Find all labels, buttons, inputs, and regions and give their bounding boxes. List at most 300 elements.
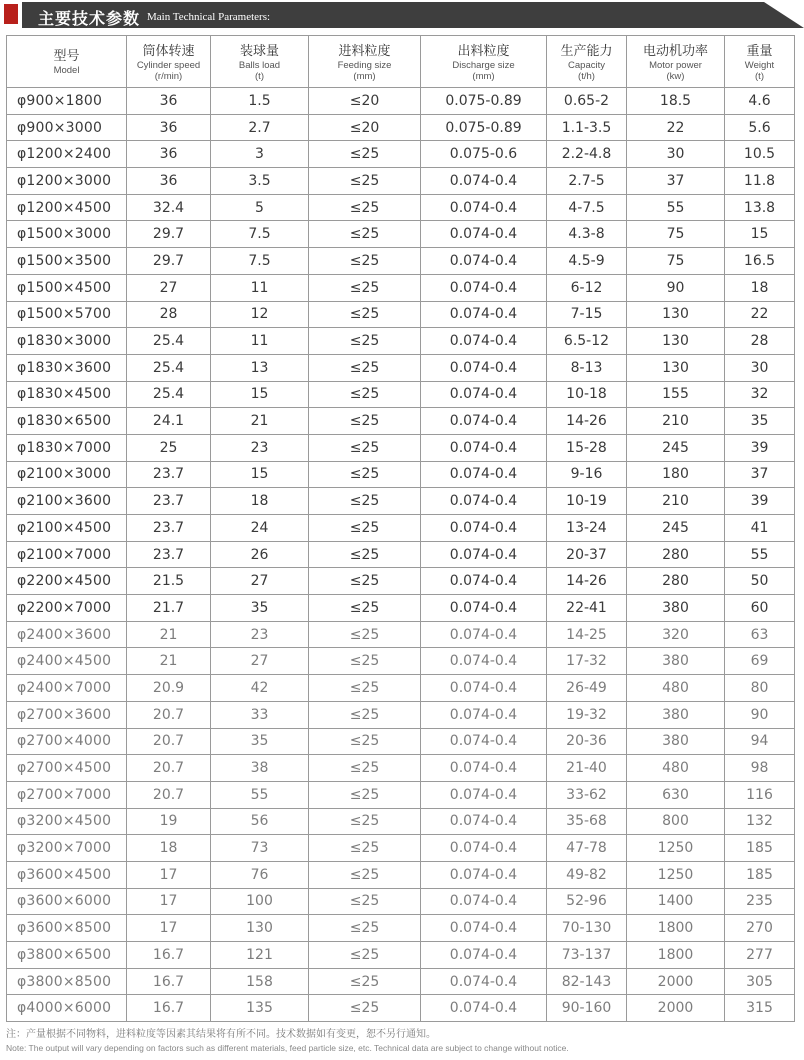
cell-cylinder-speed: 36 [127,168,211,195]
cell-balls-load: 26 [211,541,309,568]
cell-motor-power: 130 [627,301,725,328]
cell-cylinder-speed: 20.7 [127,755,211,782]
cell-discharge-size: 0.074-0.4 [421,541,547,568]
cell-weight: 80 [725,675,795,702]
cell-capacity: 10-19 [547,488,627,515]
cell-balls-load: 15 [211,381,309,408]
cell-feeding-size: ≤25 [309,434,421,461]
cell-cylinder-speed: 17 [127,915,211,942]
cell-motor-power: 1250 [627,835,725,862]
table-row [7,328,795,355]
cell-discharge-size: 0.074-0.4 [421,408,547,435]
cell-feeding-size: ≤25 [309,755,421,782]
cell-discharge-size: 0.074-0.4 [421,728,547,755]
cell-capacity: 2.7-5 [547,168,627,195]
cell-model: φ1200×4500 [7,194,127,221]
cell-feeding-size: ≤25 [309,701,421,728]
cell-model: φ2100×3600 [7,488,127,515]
cell-weight: 116 [725,781,795,808]
cell-capacity: 7-15 [547,301,627,328]
cell-discharge-size: 0.074-0.4 [421,968,547,995]
cell-model: φ1830×4500 [7,381,127,408]
footnote [6,1028,796,1055]
cell-feeding-size: ≤25 [309,888,421,915]
cell-model: φ4000×6000 [7,995,127,1022]
cell-motor-power: 55 [627,194,725,221]
footnote-cn: 注：产量根据不同物料，进料粒度等因素其结果将有所不同。技术数据如有变更，恕不另行通知。 [6,1029,436,1040]
cell-feeding-size: ≤25 [309,461,421,488]
cell-motor-power: 130 [627,354,725,381]
cell-capacity: 15-28 [547,434,627,461]
cell-weight: 98 [725,755,795,782]
header-model: 型号 Model [7,36,127,88]
cell-motor-power: 1250 [627,861,725,888]
cell-balls-load: 42 [211,675,309,702]
cell-balls-load: 27 [211,648,309,675]
cell-feeding-size: ≤25 [309,728,421,755]
cell-weight: 30 [725,354,795,381]
cell-discharge-size: 0.074-0.4 [421,648,547,675]
table-row [7,88,795,115]
cell-weight: 10.5 [725,141,795,168]
cell-model: φ3800×8500 [7,968,127,995]
cell-model: φ3200×7000 [7,835,127,862]
cell-balls-load: 3.5 [211,168,309,195]
cell-cylinder-speed: 16.7 [127,995,211,1022]
cell-discharge-size: 0.074-0.4 [421,274,547,301]
table-row [7,221,795,248]
cell-discharge-size: 0.074-0.4 [421,434,547,461]
table-row [7,968,795,995]
cell-capacity: 8-13 [547,354,627,381]
table-row [7,595,795,622]
cell-discharge-size: 0.074-0.4 [421,701,547,728]
cell-motor-power: 380 [627,728,725,755]
cell-weight: 39 [725,434,795,461]
cell-cylinder-speed: 25.4 [127,328,211,355]
cell-cylinder-speed: 20.7 [127,781,211,808]
cell-feeding-size: ≤25 [309,274,421,301]
cell-weight: 60 [725,595,795,622]
cell-weight: 63 [725,621,795,648]
table-row [7,728,795,755]
cell-capacity: 49-82 [547,861,627,888]
cell-model: φ1500×5700 [7,301,127,328]
cell-balls-load: 56 [211,808,309,835]
cell-balls-load: 35 [211,595,309,622]
cell-discharge-size: 0.075-0.6 [421,141,547,168]
cell-motor-power: 210 [627,408,725,435]
cell-model: φ1830×3000 [7,328,127,355]
cell-cylinder-speed: 16.7 [127,942,211,969]
cell-motor-power: 800 [627,808,725,835]
cell-discharge-size: 0.074-0.4 [421,328,547,355]
cell-discharge-size: 0.074-0.4 [421,808,547,835]
cell-discharge-size: 0.074-0.4 [421,781,547,808]
cell-cylinder-speed: 25.4 [127,354,211,381]
cell-capacity: 22-41 [547,595,627,622]
cell-feeding-size: ≤25 [309,301,421,328]
cell-model: φ1500×4500 [7,274,127,301]
cell-cylinder-speed: 20.7 [127,728,211,755]
cell-motor-power: 180 [627,461,725,488]
cell-capacity: 10-18 [547,381,627,408]
cell-discharge-size: 0.074-0.4 [421,568,547,595]
cell-capacity: 82-143 [547,968,627,995]
cell-weight: 315 [725,995,795,1022]
cell-feeding-size: ≤25 [309,328,421,355]
cell-model: φ1500×3000 [7,221,127,248]
cell-balls-load: 12 [211,301,309,328]
cell-motor-power: 245 [627,515,725,542]
cell-feeding-size: ≤25 [309,515,421,542]
footnote-en: Note: The output will vary depending on factors such as different materials, feed particle size, etc. Technical data are subject to change without notice. [6,1043,569,1053]
cell-motor-power: 37 [627,168,725,195]
cell-capacity: 73-137 [547,942,627,969]
cell-motor-power: 130 [627,328,725,355]
cell-discharge-size: 0.074-0.4 [421,595,547,622]
cell-capacity: 47-78 [547,835,627,862]
table-row [7,381,795,408]
table-row [7,434,795,461]
cell-balls-load: 35 [211,728,309,755]
cell-motor-power: 380 [627,595,725,622]
cell-feeding-size: ≤20 [309,114,421,141]
cell-motor-power: 1800 [627,915,725,942]
cell-weight: 185 [725,861,795,888]
cell-weight: 94 [725,728,795,755]
table-row [7,461,795,488]
cell-model: φ2100×7000 [7,541,127,568]
cell-model: φ1830×3600 [7,354,127,381]
cell-feeding-size: ≤25 [309,995,421,1022]
cell-balls-load: 55 [211,781,309,808]
cell-balls-load: 3 [211,141,309,168]
cell-discharge-size: 0.074-0.4 [421,488,547,515]
cell-capacity: 0.65-2 [547,88,627,115]
cell-feeding-size: ≤25 [309,221,421,248]
cell-cylinder-speed: 19 [127,808,211,835]
cell-discharge-size: 0.074-0.4 [421,888,547,915]
cell-cylinder-speed: 29.7 [127,221,211,248]
cell-weight: 55 [725,541,795,568]
cell-weight: 5.6 [725,114,795,141]
header-motor-power: 电动机功率 Motor power (kw) [627,36,725,88]
cell-model: φ2700×3600 [7,701,127,728]
cell-weight: 13.8 [725,194,795,221]
cell-balls-load: 33 [211,701,309,728]
cell-discharge-size: 0.074-0.4 [421,515,547,542]
table-body [7,88,795,1022]
cell-motor-power: 155 [627,381,725,408]
section-title-en: Main Technical Parameters: [147,11,271,23]
cell-discharge-size: 0.074-0.4 [421,755,547,782]
cell-motor-power: 75 [627,248,725,275]
cell-capacity: 14-26 [547,408,627,435]
cell-weight: 39 [725,488,795,515]
cell-weight: 69 [725,648,795,675]
cell-cylinder-speed: 27 [127,274,211,301]
table-row [7,541,795,568]
cell-feeding-size: ≤25 [309,861,421,888]
table-row [7,915,795,942]
header-balls-load: 装球量 Balls load (t) [211,36,309,88]
cell-weight: 50 [725,568,795,595]
cell-balls-load: 158 [211,968,309,995]
cell-balls-load: 7.5 [211,221,309,248]
cell-weight: 90 [725,701,795,728]
table-row [7,515,795,542]
cell-discharge-size: 0.074-0.4 [421,621,547,648]
cell-discharge-size: 0.075-0.89 [421,114,547,141]
cell-capacity: 14-26 [547,568,627,595]
cell-capacity: 21-40 [547,755,627,782]
cell-model: φ1200×2400 [7,141,127,168]
table-row [7,781,795,808]
cell-model: φ3600×6000 [7,888,127,915]
table-row [7,648,795,675]
cell-discharge-size: 0.074-0.4 [421,861,547,888]
table-row [7,168,795,195]
cell-feeding-size: ≤25 [309,248,421,275]
cell-motor-power: 320 [627,621,725,648]
cell-motor-power: 630 [627,781,725,808]
table-row [7,274,795,301]
cell-discharge-size: 0.074-0.4 [421,221,547,248]
cell-feeding-size: ≤25 [309,675,421,702]
table-row [7,141,795,168]
cell-capacity: 26-49 [547,675,627,702]
cell-model: φ1500×3500 [7,248,127,275]
cell-cylinder-speed: 23.7 [127,488,211,515]
cell-motor-power: 22 [627,114,725,141]
cell-weight: 41 [725,515,795,542]
cell-feeding-size: ≤25 [309,381,421,408]
cell-feeding-size: ≤25 [309,648,421,675]
cell-cylinder-speed: 21.7 [127,595,211,622]
table-row [7,701,795,728]
cell-capacity: 1.1-3.5 [547,114,627,141]
cell-weight: 132 [725,808,795,835]
cell-motor-power: 280 [627,541,725,568]
cell-discharge-size: 0.074-0.4 [421,301,547,328]
table-row [7,835,795,862]
cell-cylinder-speed: 25 [127,434,211,461]
cell-cylinder-speed: 28 [127,301,211,328]
cell-weight: 22 [725,301,795,328]
cell-balls-load: 11 [211,328,309,355]
table-row [7,568,795,595]
cell-capacity: 17-32 [547,648,627,675]
cell-weight: 305 [725,968,795,995]
cell-weight: 235 [725,888,795,915]
cell-cylinder-speed: 25.4 [127,381,211,408]
cell-balls-load: 130 [211,915,309,942]
cell-motor-power: 2000 [627,968,725,995]
cell-discharge-size: 0.074-0.4 [421,194,547,221]
cell-motor-power: 380 [627,701,725,728]
cell-model: φ1830×7000 [7,434,127,461]
cell-discharge-size: 0.074-0.4 [421,381,547,408]
cell-weight: 32 [725,381,795,408]
cell-cylinder-speed: 21 [127,621,211,648]
cell-capacity: 4-7.5 [547,194,627,221]
cell-cylinder-speed: 29.7 [127,248,211,275]
cell-model: φ3200×4500 [7,808,127,835]
cell-motor-power: 90 [627,274,725,301]
cell-balls-load: 73 [211,835,309,862]
section-banner [0,0,804,30]
table-row [7,408,795,435]
cell-weight: 18 [725,274,795,301]
cell-model: φ900×3000 [7,114,127,141]
cell-capacity: 90-160 [547,995,627,1022]
cell-weight: 16.5 [725,248,795,275]
cell-discharge-size: 0.074-0.4 [421,942,547,969]
technical-parameters-table [6,35,795,1022]
cell-discharge-size: 0.074-0.4 [421,915,547,942]
cell-balls-load: 38 [211,755,309,782]
cell-cylinder-speed: 16.7 [127,968,211,995]
cell-capacity: 6.5-12 [547,328,627,355]
table-row [7,621,795,648]
cell-model: φ2200×7000 [7,595,127,622]
cell-weight: 277 [725,942,795,969]
cell-feeding-size: ≤25 [309,915,421,942]
cell-cylinder-speed: 17 [127,861,211,888]
cell-model: φ2700×4500 [7,755,127,782]
cell-weight: 270 [725,915,795,942]
table-row [7,808,795,835]
cell-feeding-size: ≤20 [309,88,421,115]
cell-discharge-size: 0.074-0.4 [421,168,547,195]
cell-balls-load: 21 [211,408,309,435]
cell-capacity: 70-130 [547,915,627,942]
table-row [7,888,795,915]
cell-weight: 4.6 [725,88,795,115]
header-discharge-size: 出料粒度 Discharge size (mm) [421,36,547,88]
cell-discharge-size: 0.074-0.4 [421,248,547,275]
cell-motor-power: 480 [627,755,725,782]
cell-capacity: 13-24 [547,515,627,542]
cell-feeding-size: ≤25 [309,968,421,995]
cell-model: φ2700×7000 [7,781,127,808]
cell-motor-power: 30 [627,141,725,168]
cell-motor-power: 1400 [627,888,725,915]
cell-capacity: 20-36 [547,728,627,755]
cell-model: φ2700×4000 [7,728,127,755]
cell-capacity: 6-12 [547,274,627,301]
cell-discharge-size: 0.074-0.4 [421,675,547,702]
cell-capacity: 20-37 [547,541,627,568]
cell-feeding-size: ≤25 [309,194,421,221]
cell-model: φ3600×8500 [7,915,127,942]
cell-balls-load: 76 [211,861,309,888]
cell-motor-power: 75 [627,221,725,248]
cell-model: φ900×1800 [7,88,127,115]
cell-cylinder-speed: 20.7 [127,701,211,728]
cell-feeding-size: ≤25 [309,568,421,595]
cell-cylinder-speed: 32.4 [127,194,211,221]
cell-model: φ2100×4500 [7,515,127,542]
cell-motor-power: 245 [627,434,725,461]
table-row [7,488,795,515]
cell-model: φ2400×3600 [7,621,127,648]
cell-balls-load: 23 [211,434,309,461]
cell-cylinder-speed: 23.7 [127,541,211,568]
cell-balls-load: 1.5 [211,88,309,115]
cell-cylinder-speed: 23.7 [127,515,211,542]
cell-capacity: 33-62 [547,781,627,808]
cell-balls-load: 100 [211,888,309,915]
cell-capacity: 2.2-4.8 [547,141,627,168]
cell-feeding-size: ≤25 [309,835,421,862]
cell-cylinder-speed: 21 [127,648,211,675]
cell-balls-load: 2.7 [211,114,309,141]
cell-model: φ1830×6500 [7,408,127,435]
cell-balls-load: 27 [211,568,309,595]
cell-model: φ2100×3000 [7,461,127,488]
table-row [7,354,795,381]
cell-balls-load: 18 [211,488,309,515]
banner-accent-block [4,4,18,24]
cell-motor-power: 480 [627,675,725,702]
cell-motor-power: 380 [627,648,725,675]
cell-feeding-size: ≤25 [309,541,421,568]
cell-weight: 28 [725,328,795,355]
cell-balls-load: 135 [211,995,309,1022]
table-header-row [7,36,795,88]
cell-capacity: 52-96 [547,888,627,915]
cell-cylinder-speed: 21.5 [127,568,211,595]
cell-discharge-size: 0.074-0.4 [421,995,547,1022]
header-weight: 重量 Weight (t) [725,36,795,88]
cell-feeding-size: ≤25 [309,488,421,515]
cell-balls-load: 121 [211,942,309,969]
cell-motor-power: 210 [627,488,725,515]
table-row [7,114,795,141]
table-row [7,861,795,888]
cell-capacity: 4.5-9 [547,248,627,275]
cell-model: φ3800×6500 [7,942,127,969]
cell-discharge-size: 0.074-0.4 [421,461,547,488]
table-row [7,248,795,275]
cell-feeding-size: ≤25 [309,942,421,969]
cell-capacity: 19-32 [547,701,627,728]
table-row [7,942,795,969]
table-row [7,995,795,1022]
cell-feeding-size: ≤25 [309,808,421,835]
cell-model: φ2200×4500 [7,568,127,595]
table-row [7,194,795,221]
cell-motor-power: 18.5 [627,88,725,115]
cell-weight: 35 [725,408,795,435]
table-row [7,755,795,782]
cell-capacity: 4.3-8 [547,221,627,248]
cell-discharge-size: 0.074-0.4 [421,354,547,381]
cell-balls-load: 11 [211,274,309,301]
header-cylinder-speed: 筒体转速 Cylinder speed (r/min) [127,36,211,88]
cell-cylinder-speed: 36 [127,141,211,168]
cell-balls-load: 5 [211,194,309,221]
cell-motor-power: 1800 [627,942,725,969]
cell-capacity: 9-16 [547,461,627,488]
cell-model: φ2400×7000 [7,675,127,702]
cell-cylinder-speed: 23.7 [127,461,211,488]
cell-weight: 37 [725,461,795,488]
cell-cylinder-speed: 36 [127,114,211,141]
table-row [7,301,795,328]
